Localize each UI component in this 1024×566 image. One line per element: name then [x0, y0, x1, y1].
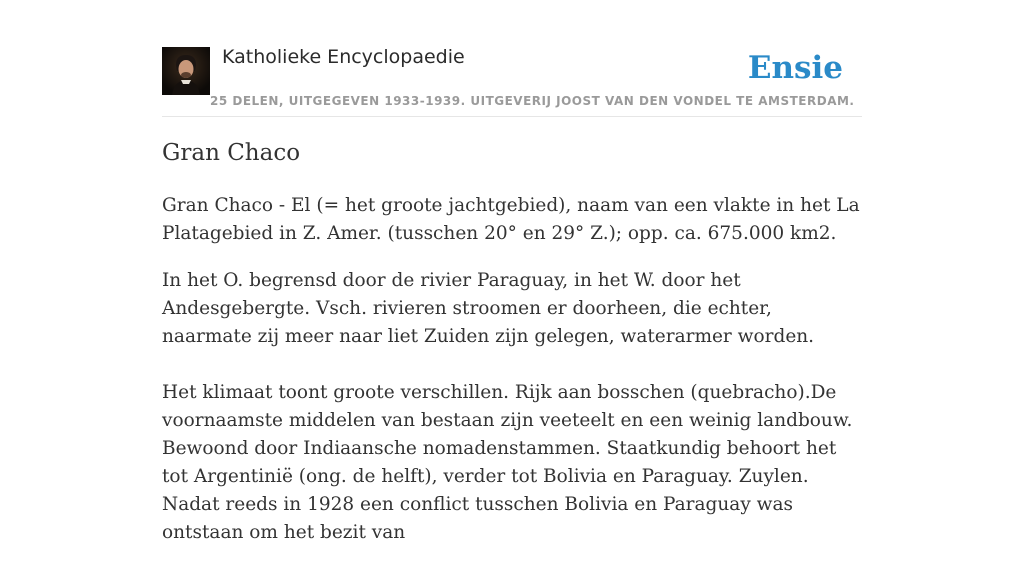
portrait-image: [162, 47, 210, 95]
article-body: [162, 192, 862, 566]
site-title[interactable]: Katholieke Encyclopaedie: [222, 46, 465, 68]
page-container: [162, 0, 862, 543]
article-paragraph: Het klimaat toont groote verschillen. Rijk aan bosschen (quebracho).De voornaamste middelen van bestaan zijn veeteelt en een weinig landbouw. Bewoond door Indiaansche nomadenstammen. Staatkundig behoort het tot Argentinië (ong. de helft), verder tot Bolivia en Paraguay. Zuylen. Nadat reeds in 1928 een conflict tusschen Bolivia en Paraguay was ontstaan om het bezit van: [162, 382, 853, 543]
article-paragraph: Gran Chaco - El (= het groote jachtgebied), naam van een vlakte in het La Platagebied in Z. Amer. (tusschen 20° en 29° Z.); opp. ca. 675.000 km2.: [162, 195, 860, 244]
ensie-brand-logo[interactable]: Ensie: [747, 50, 843, 86]
site-header: [162, 0, 862, 117]
site-subtitle: 25 DELEN, UITGEGEVEN 1933-1939. UITGEVERIJ JOOST VAN DEN VONDEL TE AMSTERDAM.: [210, 94, 855, 108]
article-title: Gran Chaco: [162, 140, 301, 166]
article-paragraph: In het O. begrensd door de rivier Paraguay, in het W. door het Andesgebergte. Vsch. rivieren stroomen er doorheen, die echter, naarmate zij meer naar liet Zuiden zijn gelegen, waterarmer worden.: [162, 270, 815, 347]
author-portrait-avatar[interactable]: [162, 47, 210, 95]
